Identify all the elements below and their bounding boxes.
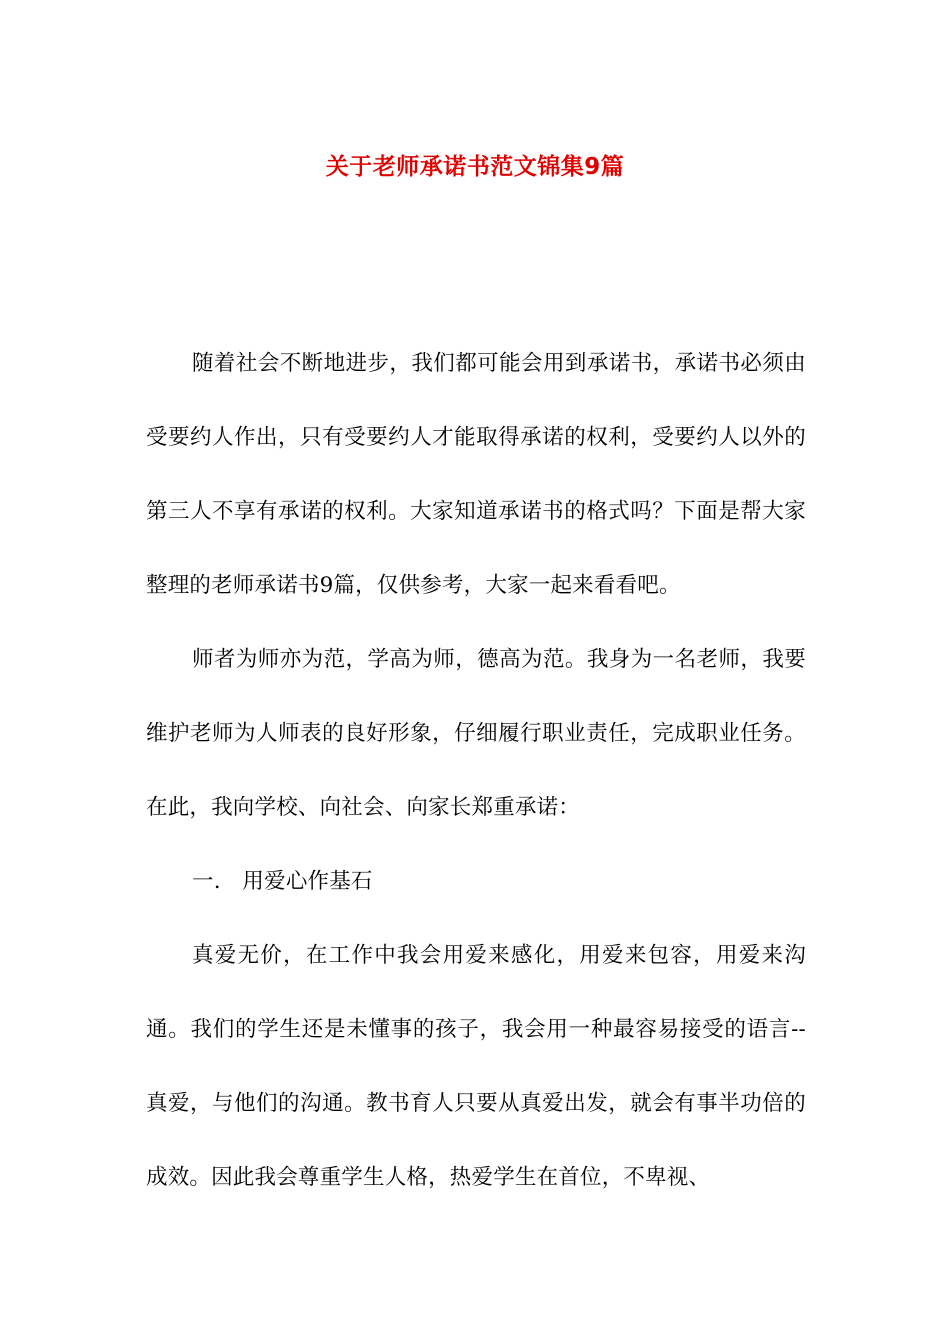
section-heading: 一. 用爱心作基石 xyxy=(192,869,373,894)
document-body xyxy=(146,327,806,1215)
paragraph-intro: 随着社会不断地进步，我们都可能会用到承诺书，承诺书必须由受要约人作出，只有受要约人才能取得承诺的权利，受要约人以外的第三人不享有承诺的权利。大家知道承诺书的格式吗？下面是帮大家整理的老师承诺书9篇，仅供参考，大家一起来看看吧。 xyxy=(146,351,806,598)
paragraph-pledge: 师者为师亦为范，学高为师，德高为范。我身为一名老师，我要维护老师为人师表的良好形象，仔细履行职业责任，完成职业任务。在此，我向学校、向社会、向家长郑重承诺： xyxy=(146,647,806,820)
paragraph-love: 真爱无价，在工作中我会用爱来感化，用爱来包容，用爱来沟通。我们的学生还是未懂事的孩子，我会用一种最容易接受的语言--真爱，与他们的沟通。教书育人只要从真爱出发，就会有事半功倍的成效。因此我会尊重学生人格，热爱学生在首位，不卑视、 xyxy=(146,943,806,1190)
document-title: 关于老师承诺书范文锦集9篇 xyxy=(325,154,625,181)
